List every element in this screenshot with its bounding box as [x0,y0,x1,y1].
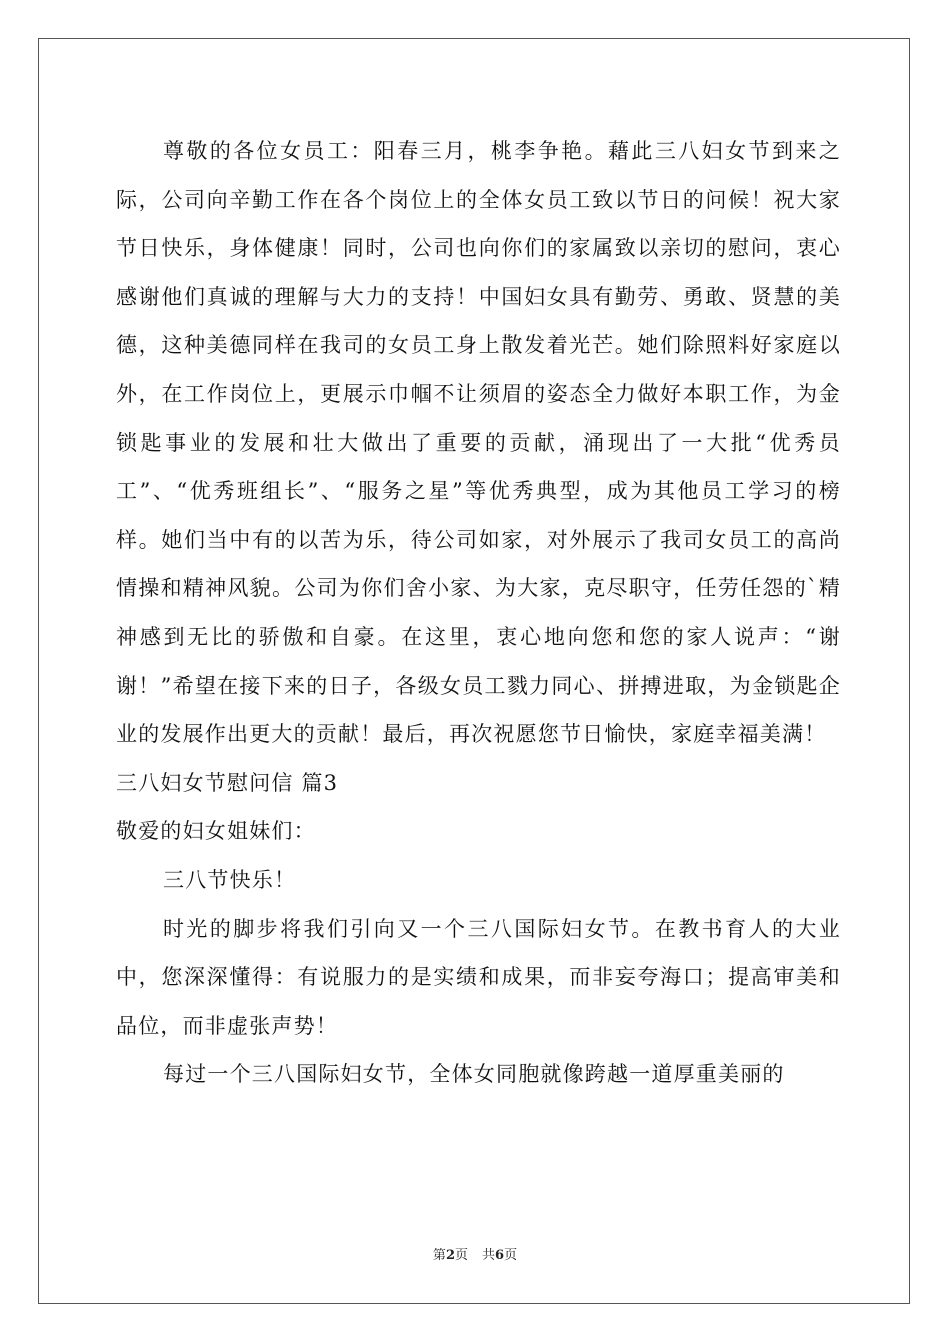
letter-paragraph-2: 时光的脚步将我们引向又一个三八国际妇女节。在教书育人的大业中，您深深懂得：有说服力的是实绩和成果，而非妄夸海口；提高审美和品位，而非虚张声势！ [116,916,841,1038]
page-suffix: 页 [454,1248,468,1263]
total-pages: 6 [495,1248,505,1263]
salutation: 敬爱的妇女姐妹们： [116,819,316,844]
letter-paragraph-3: 每过一个三八国际妇女节，全体女同胞就像跨越一道厚重美丽的 [163,1062,785,1087]
page-footer [0,1244,950,1263]
greeting-line: 三八节快乐！ [163,867,297,892]
total-suffix: 页 [504,1248,518,1263]
section-heading: 三八妇女节慰问信 篇3 [116,770,339,795]
letter-paragraph-1: 尊敬的各位女员工：阳春三月，桃李争艳。藉此三八妇女节到来之际，公司向辛勤工作在各个岗位上的全体女员工致以节日的问候！祝大家节日快乐，身体健康！同时，公司也向你们的家属致以亲切的慰问，衷心感谢他们真诚的理解与大力的支持！中国妇女具有勤劳、勇敢、贤慧的美德，这种美德同样在我司的女员工身上散发着光芒。她们除照料好家庭以外，在工作岗位上，更展示巾帼不让须眉的姿态全力做好本职工作，为金锁匙事业的发展和壮大做出了重要的贡献，涌现出了一大批“优秀员工”、“优秀班组长”、“服务之星”等优秀典型，成为其他员工学习的榜样。她们当中有的以苦为乐，待公司如家，对外展示了我司女员工的高尚情操和精神风貌。公司为你们舍小家、为大家，克尽职守，任劳任怨的`精神感到无比的骄傲和自豪。在这里，衷心地向您和您的家人说声：“谢谢！”希望在接下来的日子，各级女员工戮力同心、拼搏进取，为金锁匙企业的发展作出更大的贡献！最后，再次祝愿您节日愉快，家庭幸福美满！ [116,139,841,747]
total-prefix: 共 [482,1248,496,1263]
page-prefix: 第 [432,1248,446,1263]
document-body [116,127,841,1099]
page-number: 2 [445,1248,455,1263]
